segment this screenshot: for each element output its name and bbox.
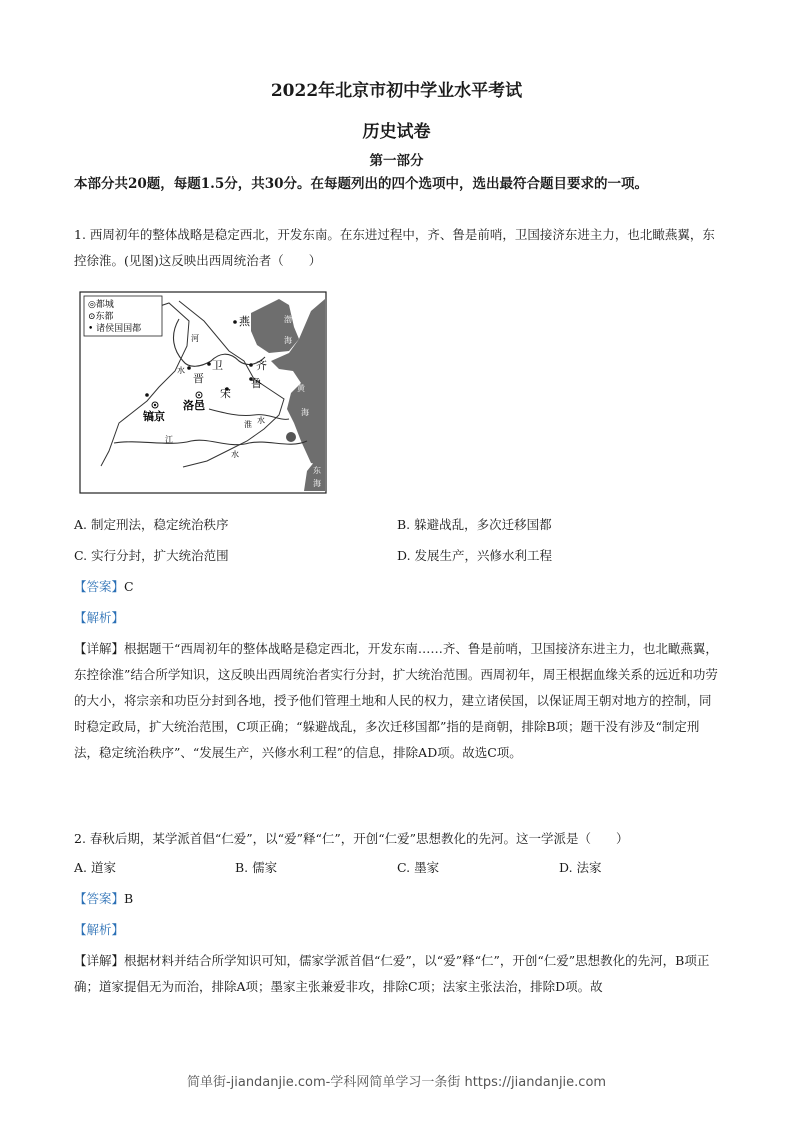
q2-option-a: A. 道家 (74, 860, 116, 875)
label-bohai-1: 渤 (284, 315, 292, 324)
label-haojing: 镐京 (143, 410, 165, 423)
label-he: 河 (191, 334, 199, 343)
label-huai: 淮 (244, 420, 252, 429)
q1-option-b: B. 躲避战乱，多次迁移国都 (397, 517, 552, 532)
q1-detail-text: 根据题干“西周初年的整体战略是稳定西北，开发东南……齐、鲁是前哨，卫国接济东进主力，也北瞰燕翼，东控徐淮”结合所学知识，这反映出西周统治者实行分封，扩大统治范围。西周初年，周王根据血缘关系的远近和功劳的大小，将宗亲和功臣分封到各地，授予他们管理土地和人民的权力，建立诸侯国，以保证周王朝对地方的控制，同时稳定政局，扩大统治范围，C项正确；“躲避战乱，多次迁移国都”指的是商朝，排除B项；题干没有涉及“制定刑法，稳定统治秩序”、“发展生产，兴修水利工程”的信息，排除AD项。故选C项。 (74, 641, 718, 760)
exam-title: 2022年北京市初中学业水平考试 (270, 81, 523, 101)
q1-option-d: D. 发展生产，兴修水利工程 (397, 548, 553, 563)
q2-answer (74, 889, 133, 909)
q2-option-d: D. 法家 (559, 860, 602, 875)
western-zhou-map (79, 291, 327, 494)
q2-stem: 2. 春秋后期，某学派首倡“仁爱”，以“爱”释“仁”，开创“仁爱”思想教化的先河。这一学派是（ ） (74, 831, 629, 846)
q1-answer-tag: 【答案】 (74, 579, 125, 594)
q2-option-b: B. 儒家 (235, 860, 278, 875)
label-jin: 晋 (193, 372, 204, 385)
legend-east-capital: ⊙东都 (88, 312, 114, 322)
exam-subtitle: 历史试卷 (362, 122, 431, 142)
label-huanghai-1: 黄 (297, 384, 305, 393)
instructions: 本部分共20题，每题1.5分，共30分。在每题列出的四个选项中，选出最符合题目要求的一项。 (74, 176, 649, 192)
q1-stem: 1. 西周初年的整体战略是稳定西北，开发东南。在东进过程中，齐、鲁是前哨，卫国接济东进主力，也北瞰燕翼，东控徐淮。(见图)这反映出西周统治者（ ） (74, 227, 715, 268)
label-song: 宋 (220, 387, 231, 400)
q2-detail (74, 948, 722, 1000)
q2-option-c: C. 墨家 (397, 860, 440, 875)
q1-answer (74, 577, 134, 597)
label-wei: 卫 (212, 359, 223, 372)
label-yan: 燕 (239, 315, 250, 328)
label-luoyi: 洛邑 (183, 399, 205, 412)
label-lu: 鲁 (251, 377, 262, 390)
q2-detail-text: 根据材料并结合所学知识可知，儒家学派首倡“仁爱”，以“爱”释“仁”，开创“仁爱”思想教化的先河，B项正确；道家提倡无为而治，排除A项；墨家主张兼爱非攻，排除C项；法家主张法治，排除D项。故 (74, 953, 710, 994)
q2-answer-value: B (124, 891, 134, 906)
legend-vassal-capital: • 诸侯国国都 (88, 324, 142, 334)
q1-analysis-tag: 【解析】 (74, 610, 125, 625)
q2-analysis (74, 920, 124, 940)
q1-option-a: A. 制定刑法，稳定统治秩序 (74, 517, 229, 532)
label-jiang: 江 (165, 435, 173, 444)
part-heading: 第一部分 (369, 153, 424, 169)
label-huaishui: 水 (257, 416, 265, 425)
label-bohai-2: 海 (284, 336, 292, 345)
page-footer: 简单街-jiandanjie.com-学科网简单学习一条街 https://jiandanjie.com (186, 1075, 607, 1090)
legend-capital: ◎都城 (88, 300, 114, 310)
q1-analysis (74, 608, 124, 628)
q1-answer-value: C (124, 579, 134, 594)
label-shui: 水 (177, 366, 185, 375)
label-donghai-2: 海 (313, 479, 321, 488)
q1-option-c: C. 实行分封，扩大统治范围 (74, 548, 229, 563)
q2-analysis-tag: 【解析】 (74, 922, 125, 937)
q1-detail (74, 636, 722, 766)
q2-detail-tag: 【详解】 (74, 953, 125, 968)
label-jiangshui: 水 (231, 450, 239, 459)
label-donghai-1: 东 (313, 466, 321, 475)
label-qi: 齐 (256, 359, 267, 372)
q1-detail-tag: 【详解】 (74, 641, 125, 656)
label-huanghai-2: 海 (301, 408, 309, 417)
q2-answer-tag: 【答案】 (74, 891, 125, 906)
